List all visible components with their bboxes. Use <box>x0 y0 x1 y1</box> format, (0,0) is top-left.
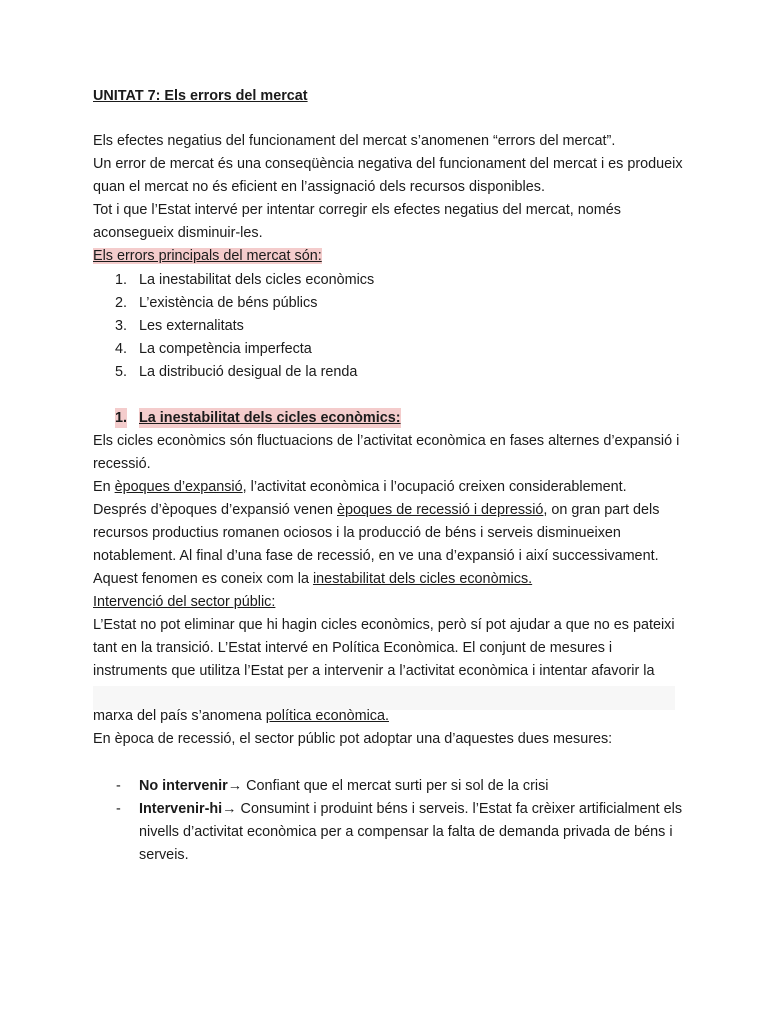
intervencio-line: tant en la transició. L’Estat intervé en Política Econòmica. El conjunt de mesures i <box>93 640 613 656</box>
list-item: L’existència de béns públics <box>139 295 318 311</box>
document-title: UNITAT 7: Els errors del mercat <box>93 88 308 104</box>
text-span: , l’activitat econòmica i l’ocupació creixen considerablement. <box>242 479 627 495</box>
intro-line: Un error de mercat és una conseqüència negativa del funcionament del mercat i es produeix <box>93 156 683 172</box>
list-item: La distribució desigual de la renda <box>139 364 358 380</box>
intervencio-line <box>93 706 389 726</box>
list-item-number: 4. <box>115 341 128 357</box>
measure-title: Intervenir-hi <box>139 801 223 817</box>
section-paragraph-line: recessió. <box>93 456 151 472</box>
intervencio-line: instruments que utilitza l’Estat per a intervenir a l’activitat econòmica i intentar afavorir la <box>93 663 655 679</box>
list-item: Les externalitats <box>139 318 244 334</box>
section-heading: La inestabilitat dels cicles econòmics: <box>139 410 401 426</box>
list-item-number: 3. <box>115 318 128 334</box>
measure-text: → Consumint i produint béns i serveis. l’Estat fa crèixer artificialment els <box>222 801 683 817</box>
term-recessio: èpoques de recessió i depressió <box>337 502 544 518</box>
bullet-dash: - <box>116 778 121 794</box>
intervencio-line: En època de recessió, el sector públic pot adoptar una d’aquestes dues mesures: <box>93 731 613 747</box>
section-number: 1. <box>115 410 128 426</box>
intro-line: Tot i que l’Estat intervé per intentar corregir els efectes negatius del mercat, només <box>93 202 621 218</box>
intervencio-heading: Intervenció del sector públic: <box>93 594 276 610</box>
measure-text-line: nivells d’activitat econòmica per a compensar la falta de demanda privada de béns i <box>139 824 673 840</box>
intervencio-line: L’Estat no pot eliminar que hi hagin cicles econòmics, però sí pot ajudar a que no es pateixi <box>93 617 675 633</box>
section-paragraph-line: notablement. Al final d’una fase de recessió, en ve una d’expansió i així successivament. <box>93 548 659 564</box>
measure-item <box>139 776 548 796</box>
text-span: marxa del país s’anomena <box>93 708 266 724</box>
intro-line: aconsegueix disminuir-les. <box>93 225 263 241</box>
principals-heading <box>93 246 322 266</box>
term-inestabilitat: inestabilitat dels cicles econòmics. <box>312 571 533 587</box>
list-item: La competència imperfecta <box>139 341 312 357</box>
list-item-number: 2. <box>115 295 128 311</box>
measure-text: → Confiant que el mercat surti per si sol de la crisi <box>227 778 549 794</box>
list-item-number: 5. <box>115 364 128 380</box>
principals-heading-text: Els errors principals del mercat són: <box>93 248 322 264</box>
bullet-dash: - <box>116 801 121 817</box>
text-span: , on gran part dels <box>543 502 660 518</box>
section-paragraph-line <box>93 477 627 497</box>
list-item-number: 1. <box>115 272 128 288</box>
measure-item <box>139 799 682 819</box>
measure-title: No intervenir <box>139 778 228 794</box>
term-politica-economica: política econòmica. <box>265 708 389 724</box>
section-paragraph-line <box>93 500 659 520</box>
intro-line: Els efectes negatius del funcionament del mercat s’anomenen “errors del mercat”. <box>93 133 616 149</box>
text-span: Aquest fenomen es coneix com la <box>93 571 313 587</box>
measure-text-line: serveis. <box>139 847 189 863</box>
section-paragraph-line: Els cicles econòmics són fluctuacions de l’activitat econòmica en fases alternes d’expansió i <box>93 433 680 449</box>
section-paragraph-line <box>93 569 532 589</box>
intro-line: quan el mercat no és eficient en l’assignació dels recursos disponibles. <box>93 179 545 195</box>
term-expansio: èpoques d’expansió <box>114 479 243 495</box>
text-span: Després d’èpoques d’expansió venen <box>93 502 338 518</box>
text-span: En <box>93 479 115 495</box>
section-paragraph-line: recursos productius romanen ociosos i la producció de béns i serveis disminueixen <box>93 525 621 541</box>
list-item: La inestabilitat dels cicles econòmics <box>139 272 375 288</box>
